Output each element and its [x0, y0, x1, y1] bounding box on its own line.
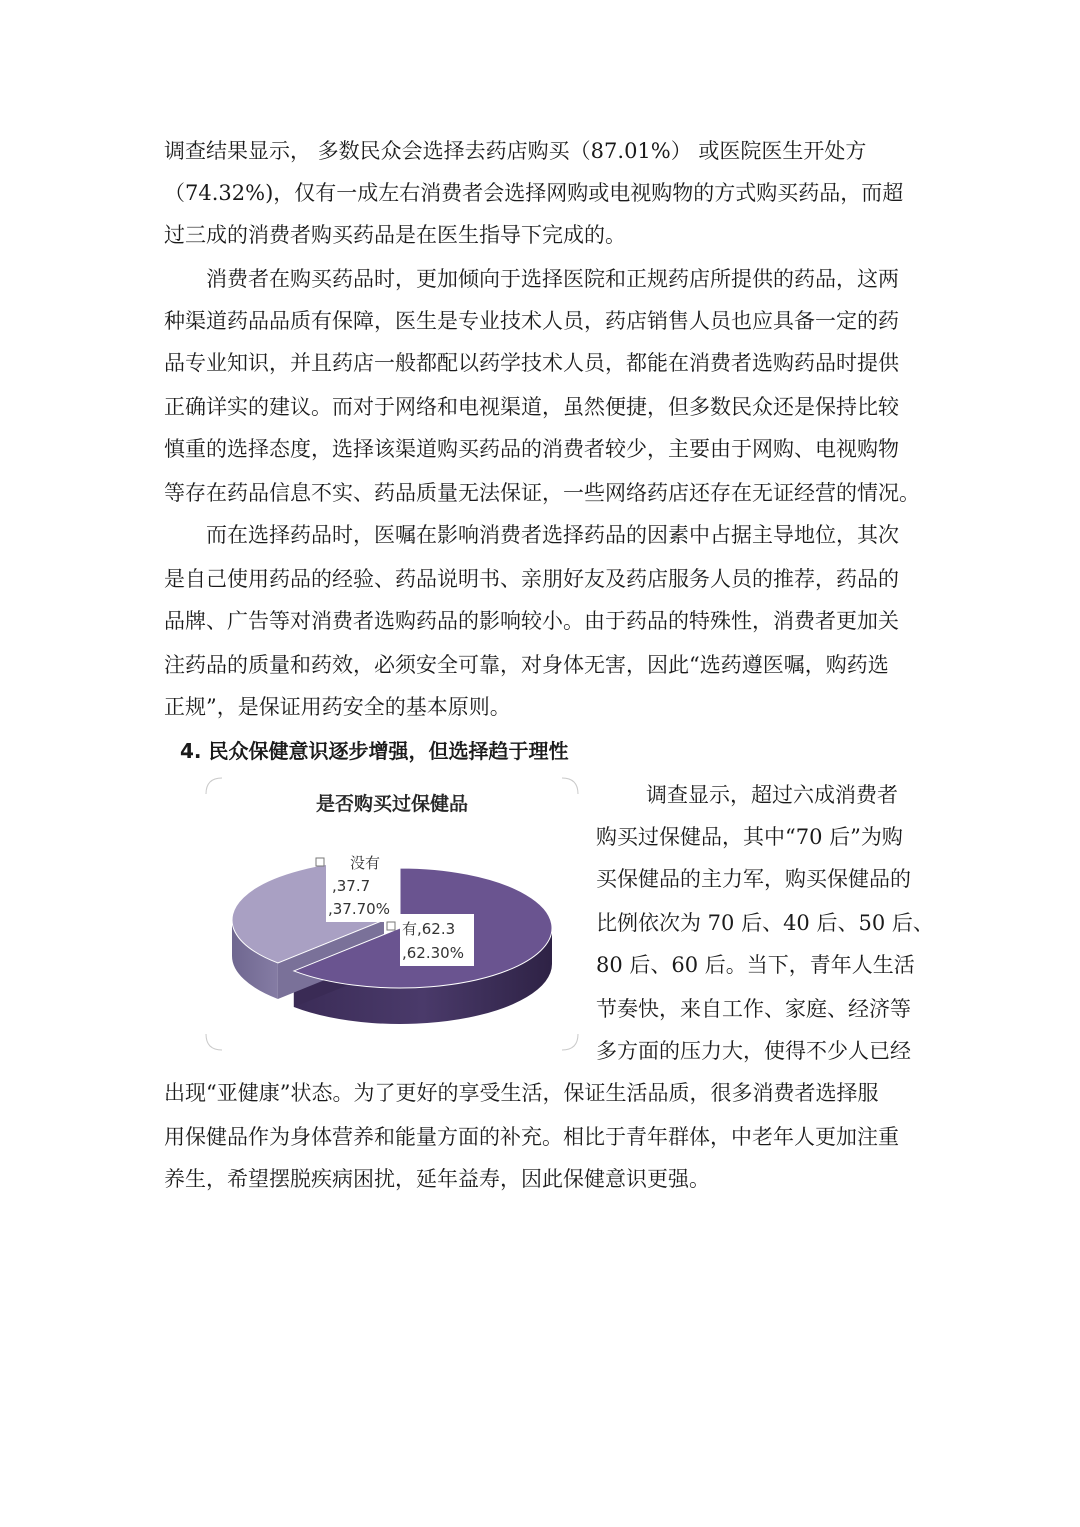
paragraph-4-side-line-6: 节奏快，来自工作、家庭、经济等: [596, 997, 911, 1021]
paragraph-1-line-1: 调查结果显示， 多数民众会选择去药店购买（87.01%） 或医院医生开处方: [164, 139, 867, 163]
paragraph-4-side-line-1: 调查显示，超过六成消费者: [646, 783, 898, 807]
paragraph-4-line-2: 用保健品作为身体营养和能量方面的补充。相比于青年群体，中老年人更加注重: [164, 1125, 899, 1149]
paragraph-4-side-line-3: 买保健品的主力军，购买保健品的: [596, 867, 911, 891]
paragraph-4-side-line-7: 多方面的压力大，使得不少人已经: [596, 1039, 911, 1063]
paragraph-2-line-3: 品专业知识，并且药店一般都配以药学技术人员，都能在消费者选购药品时提供: [164, 351, 899, 375]
paragraph-4-side-line-2: 购买过保健品，其中“70 后”为购: [596, 825, 903, 849]
paragraph-1-line-3: 过三成的消费者购买药品是在医生指导下完成的。: [164, 223, 626, 247]
paragraph-2-line-4: 正确详实的建议。而对于网络和电视渠道，虽然便捷，但多数民众还是保持比较: [164, 395, 899, 419]
frame-corner: [206, 778, 222, 794]
paragraph-1-line-2: （74.32%)，仅有一成左右消费者会选择网购或电视购物的方式购买药品，而超: [164, 181, 904, 205]
data-label-yes-line-1: 有,62.3: [402, 920, 456, 938]
paragraph-2-line-2: 种渠道药品品质有保障，医生是专业技术人员，药店销售人员也应具备一定的药: [164, 309, 899, 333]
paragraph-4-line-1: 出现“亚健康”状态。为了更好的享受生活，保证生活品质，很多消费者选择服: [164, 1081, 879, 1105]
section-heading-4: 4. 民众保健意识逐步增强，但选择趋于理性: [180, 739, 569, 763]
paragraph-4-side-line-4: 比例依次为 70 后、40 后、50 后、: [596, 911, 934, 935]
data-label-no-line-3: ,37.70%: [328, 900, 390, 918]
data-label-yes-line-2: ,62.30%: [402, 944, 464, 962]
paragraph-4-line-3: 养生，希望摆脱疾病困扰，延年益寿，因此保健意识更强。: [164, 1167, 710, 1191]
paragraph-4-side-line-5: 80 后、60 后。当下，青年人生活: [596, 953, 915, 977]
legend-key-yes: [387, 922, 395, 930]
paragraph-3-line-4: 注药品的质量和药效，必须安全可靠，对身体无害，因此“选药遵医嘱，购药选: [164, 653, 889, 677]
pie-chart-svg: [204, 776, 580, 1052]
paragraph-2-line-1: 消费者在购买药品时，更加倾向于选择医院和正规药店所提供的药品，这两: [206, 267, 899, 291]
paragraph-2-line-6: 等存在药品信息不实、药品质量无法保证，一些网络药店还存在无证经营的情况。: [164, 481, 920, 505]
data-label-no-line-2: ,37.7: [332, 877, 371, 895]
data-label-no-line-1: 没有: [350, 854, 381, 872]
frame-corner: [562, 1034, 578, 1050]
pie-chart: [204, 776, 580, 1052]
chart-title: 是否购买过保健品: [315, 793, 469, 815]
paragraph-3-line-3: 品牌、广告等对消费者选购药品的影响较小。由于药品的特殊性，消费者更加关: [164, 609, 899, 633]
paragraph-2-line-5: 慎重的选择态度，选择该渠道购买药品的消费者较少，主要由于网购、电视购物: [164, 437, 899, 461]
paragraph-3-line-5: 正规”，是保证用药安全的基本原则。: [164, 695, 511, 719]
frame-corner: [206, 1034, 222, 1050]
paragraph-3-line-1: 而在选择药品时，医嘱在影响消费者选择药品的因素中占据主导地位，其次: [206, 523, 899, 547]
frame-corner: [562, 778, 578, 794]
paragraph-3-line-2: 是自己使用药品的经验、药品说明书、亲朋好友及药店服务人员的推荐，药品的: [164, 567, 899, 591]
